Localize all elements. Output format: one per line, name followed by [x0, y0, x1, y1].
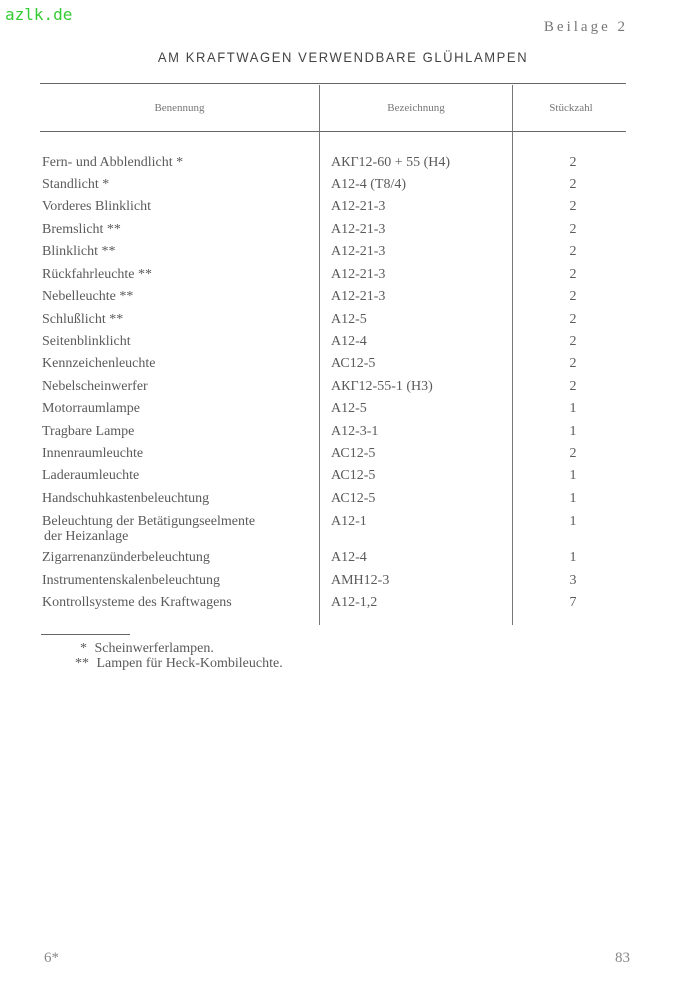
cell-stueckzahl: 2: [569, 334, 577, 349]
page-number: 83: [615, 950, 630, 966]
cell-stueckzahl: 2: [569, 356, 577, 371]
cell-bezeichnung: А12-21-3: [331, 222, 386, 237]
cell-stueckzahl: 2: [569, 446, 577, 461]
cell-benennung-text: Schlußlicht **: [42, 312, 124, 327]
cell-benennung: [42, 424, 317, 439]
cell-benennung: [42, 334, 317, 349]
cell-benennung-text: Standlicht *: [42, 177, 110, 192]
cell-stueckzahl: 2: [569, 155, 577, 170]
cell-bezeichnung: АС12-5: [331, 356, 376, 371]
cell-benennung: [42, 491, 317, 506]
cell-stueckzahl: 1: [569, 514, 577, 529]
cell-benennung-text: Nebelscheinwerfer: [42, 379, 148, 394]
footnote-1-mark: *: [80, 641, 87, 656]
cell-bezeichnung: А12-21-3: [331, 199, 386, 214]
cell-bezeichnung: А12-21-3: [331, 267, 386, 282]
cell-benennung-text: Kontrollsysteme des Kraftwagens: [42, 595, 232, 610]
footnote-1: [80, 641, 214, 656]
cell-benennung: [42, 379, 317, 394]
cell-stueckzahl: 2: [569, 199, 577, 214]
cell-benennung: [42, 550, 317, 565]
cell-bezeichnung: А12-4: [331, 334, 367, 349]
page-title: AM KRAFTWAGEN VERWENDBARE GLÜHLAMPEN: [157, 49, 529, 66]
cell-stueckzahl: 2: [569, 222, 577, 237]
cell-bezeichnung: А12-4: [331, 550, 367, 565]
column-divider-1: [319, 85, 320, 625]
cell-bezeichnung: А12-5: [331, 401, 367, 416]
cell-benennung-text: Laderaumleuchte: [42, 468, 140, 483]
cell-benennung-text: Motorraumlampe: [42, 401, 140, 416]
header-benennung: Benennung: [154, 102, 205, 114]
cell-stueckzahl: 2: [569, 379, 577, 394]
cell-bezeichnung: А12-4 (Т8/4): [331, 177, 407, 192]
cell-bezeichnung: А12-21-3: [331, 244, 386, 259]
cell-benennung-continuation: der Heizanlage: [44, 529, 129, 544]
cell-stueckzahl: 1: [569, 550, 577, 565]
cell-benennung-text: Blinklicht **: [42, 244, 116, 259]
cell-benennung: [42, 446, 317, 461]
cell-benennung-text: Fern- und Abblendlicht *: [42, 155, 184, 170]
cell-stueckzahl: 7: [569, 595, 577, 610]
header-stueckzahl: Stückzahl: [549, 102, 593, 114]
footnote-2: [75, 656, 283, 671]
cell-benennung-text: Nebelleuchte **: [42, 289, 134, 304]
appendix-label: Beilage 2: [543, 19, 628, 35]
cell-stueckzahl: 1: [569, 424, 577, 439]
footnote-1-text: Scheinwerferlampen.: [94, 641, 214, 656]
cell-benennung: [42, 468, 317, 483]
cell-benennung-text: Innenraumleuchte: [42, 446, 144, 461]
cell-stueckzahl: 1: [569, 401, 577, 416]
cell-stueckzahl: 1: [569, 491, 577, 506]
column-divider-2: [512, 85, 513, 625]
cell-benennung: [42, 356, 317, 371]
cell-bezeichnung: АС12-5: [331, 446, 376, 461]
cell-benennung-text: Tragbare Lampe: [42, 424, 135, 439]
table-top-rule: [40, 83, 626, 84]
cell-bezeichnung: А12-21-3: [331, 289, 386, 304]
cell-stueckzahl: 3: [569, 573, 577, 588]
cell-bezeichnung: А12-1: [331, 514, 367, 529]
table-header-rule: [40, 131, 626, 132]
cell-stueckzahl: 2: [569, 312, 577, 327]
cell-benennung-text: Handschuhkastenbeleuchtung: [42, 491, 210, 506]
cell-benennung-text: Bremslicht **: [42, 222, 121, 237]
cell-stueckzahl: 2: [569, 289, 577, 304]
cell-benennung: [42, 244, 317, 259]
cell-bezeichnung: А12-1,2: [331, 595, 378, 610]
cell-benennung: [42, 312, 317, 327]
cell-benennung: [42, 595, 317, 610]
footnote-2-mark: **: [75, 656, 89, 671]
footnote-rule: [41, 634, 130, 635]
cell-benennung-text: Zigarrenanzünderbeleuchtung: [42, 550, 210, 565]
cell-bezeichnung: А12-3-1: [331, 424, 379, 439]
cell-benennung: [42, 267, 317, 282]
cell-bezeichnung: АКГ12-60 + 55 (Н4): [331, 155, 451, 170]
header-bezeichnung: Bezeichnung: [387, 102, 445, 114]
cell-benennung-text: Seitenblinklicht: [42, 334, 131, 349]
cell-benennung: [42, 289, 317, 304]
cell-benennung-text: Instrumentenskalenbeleuchtung: [42, 573, 221, 588]
cell-bezeichnung: АС12-5: [331, 468, 376, 483]
signature-mark: 6*: [44, 950, 59, 966]
cell-benennung: [42, 177, 317, 192]
footnote-2-text: Lampen für Heck-Kombileuchte.: [96, 656, 283, 671]
cell-stueckzahl: 2: [569, 177, 577, 192]
watermark: azlk.de: [5, 5, 73, 24]
cell-benennung-text: Beleuchtung der Betätigungseelmente: [42, 514, 256, 529]
cell-stueckzahl: 2: [569, 244, 577, 259]
cell-benennung: [42, 573, 317, 588]
cell-benennung-text: Kennzeichenleuchte: [42, 356, 156, 371]
cell-bezeichnung: А12-5: [331, 312, 367, 327]
cell-bezeichnung: АКГ12-55-1 (Н3): [331, 379, 433, 394]
cell-bezeichnung: АС12-5: [331, 491, 376, 506]
cell-benennung: [42, 401, 317, 416]
cell-bezeichnung: АМН12-3: [331, 573, 390, 588]
cell-benennung: [42, 514, 317, 544]
cell-benennung-text: Rückfahrleuchte **: [42, 267, 153, 282]
cell-benennung: [42, 199, 317, 214]
cell-benennung-text: Vorderes Blinklicht: [42, 199, 152, 214]
cell-stueckzahl: 1: [569, 468, 577, 483]
cell-stueckzahl: 2: [569, 267, 577, 282]
cell-benennung: [42, 222, 317, 237]
cell-benennung: [42, 155, 317, 170]
